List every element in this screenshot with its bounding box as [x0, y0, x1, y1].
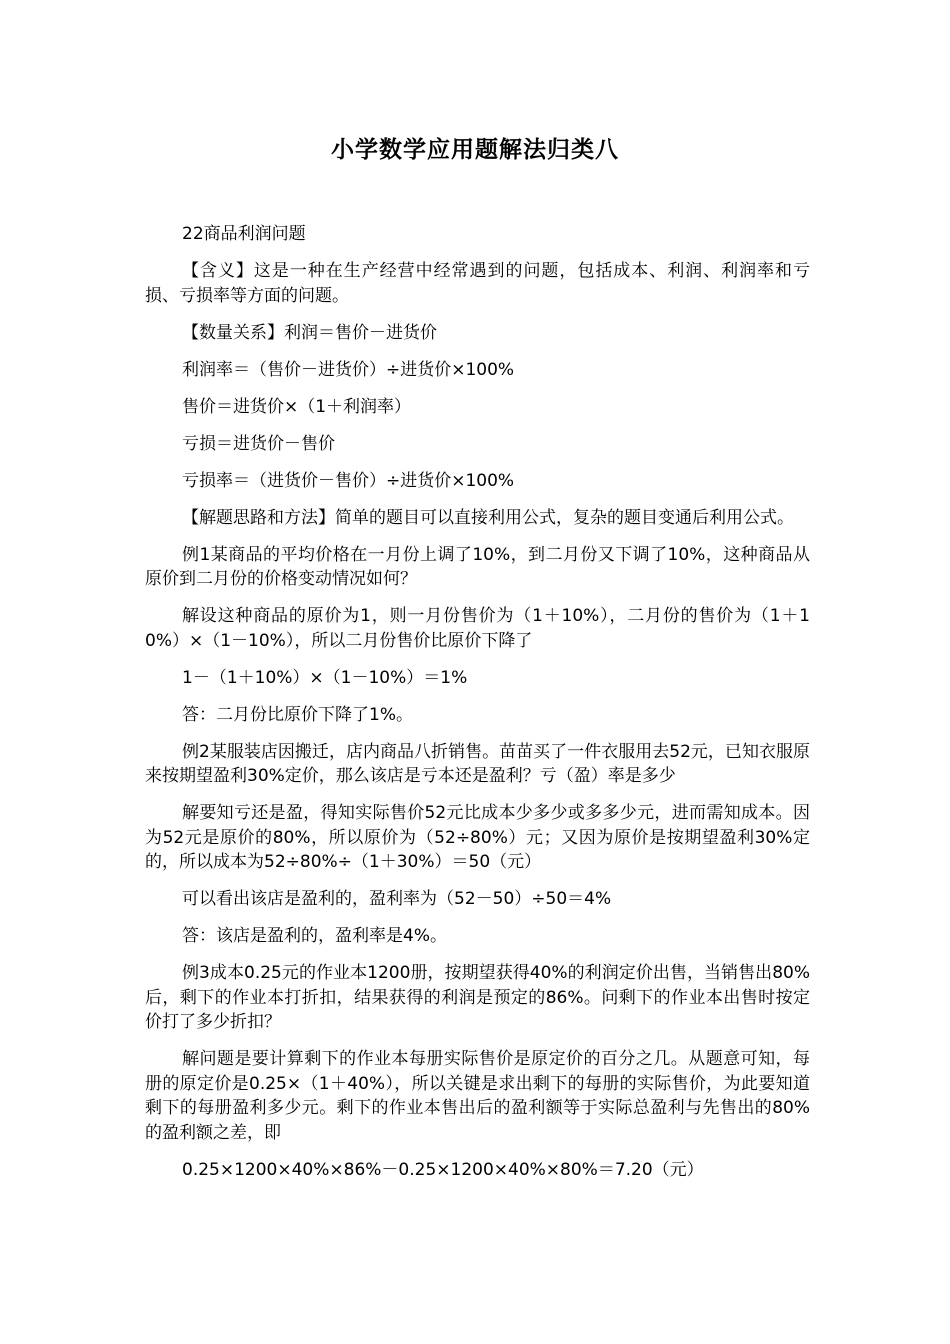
- example-2-question: 例2某服装店因搬迁，店内商品八折销售。苗苗买了一件衣服用去52元，已知衣服原来按期望盈利30%定价，那么该店是亏本还是盈利？亏（盈）率是多少: [145, 741, 810, 786]
- example-2-solution: 解要知亏还是盈，得知实际售价52元比成本少多少或多多少元，进而需知成本。因为52元是原价的80%，所以原价为（52÷80%）元；又因为原价是按期望盈利30%定的，所以成本为52÷80%÷（1＋30%）＝50（元）: [145, 803, 810, 872]
- example-1-question: 例1某商品的平均价格在一月份上调了10%，到二月份又下调了10%，这种商品从原价到二月份的价格变动情况如何？: [145, 544, 810, 589]
- formula-line: 亏损＝进货价－售价: [182, 433, 335, 454]
- example-3-equation: 0.25×1200×40%×86%－0.25×1200×40%×80%＝7.20（元）: [182, 1159, 704, 1180]
- section-heading: 22商品利润问题: [182, 224, 306, 244]
- formula-line: 亏损率＝（进货价－售价）÷进货价×100%: [182, 470, 515, 491]
- formula-line: 利润率＝（售价－进货价）÷进货价×100%: [182, 359, 515, 380]
- formula-line: 售价＝进货价×（1＋利润率）: [182, 396, 412, 417]
- example-2-answer: 答：该店是盈利的，盈利率是4%。: [182, 926, 447, 946]
- example-3-question: 例3成本0.25元的作业本1200册，按期望获得40%的利润定价出售，当销售出80%后，剩下的作业本打折扣，结果获得的利润是预定的86%。问剩下的作业本出售时按定价打了多少折扣？: [145, 963, 810, 1032]
- example-3-solution: 解问题是要计算剩下的作业本每册实际售价是原定价的百分之几。从题意可知，每册的原定价是0.25×（1＋40%），所以关键是求出剩下的每册的实际售价，为此要知道剩下的每册盈利多少元。剩下的作业本售出后的盈利额等于实际总盈利与先售出的80%的盈利额之差，即: [145, 1049, 810, 1143]
- method-paragraph: 【解题思路和方法】简单的题目可以直接利用公式，复杂的题目变通后利用公式。: [182, 507, 794, 528]
- document-title: 小学数学应用题解法归类八: [331, 137, 619, 163]
- example-1-answer: 答：二月份比原价下降了1%。: [182, 704, 413, 725]
- document-body: [145, 222, 810, 1195]
- relation-paragraph: 【数量关系】利润＝售价－进货价: [182, 322, 437, 343]
- example-2-equation: 可以看出该店是盈利的，盈利率为（52－50）÷50＝4%: [182, 889, 612, 909]
- definition-paragraph: 【含义】这是一种在生产经营中经常遇到的问题，包括成本、利润、利润率和亏损、亏损率等方面的问题。: [145, 261, 810, 306]
- example-1-equation: 1－（1＋10%）×（1－10%）＝1%: [182, 667, 468, 688]
- example-1-solution: 解设这种商品的原价为1，则一月份售价为（1＋10%），二月份的售价为（1＋10%）×（1－10%），所以二月份售价比原价下降了: [145, 606, 810, 651]
